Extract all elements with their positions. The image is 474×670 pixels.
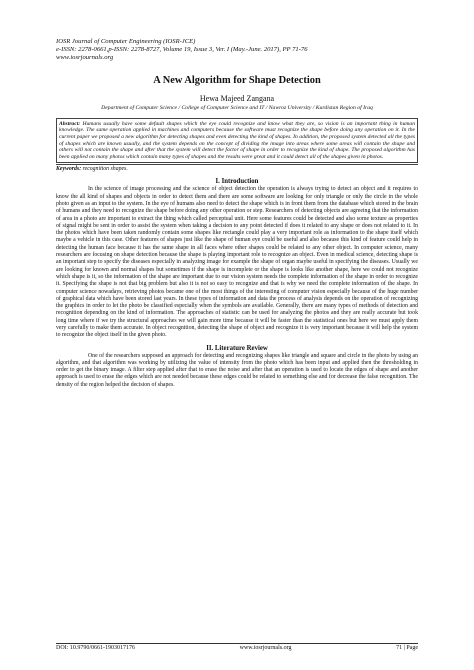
journal-name: IOSR Journal of Computer Engineering (IOSR-JCE) <box>56 38 196 45</box>
keywords <box>56 164 418 173</box>
journal-website: www.iosrjournals.org <box>56 54 114 62</box>
abstract-label: Abstract: <box>59 120 81 127</box>
section-heading-literature-review: II. Literature Review <box>206 344 268 352</box>
section-heading-introduction: I. Introduction <box>215 178 259 186</box>
section-body-literature-review: One of the researchers supposed an approach for detecting and recognizing shapes like triangle and square and circle in the photo by using an algorithm, and that algorithm was working by utilizing the value of intensity from the photo which has been input and applied then the thresholding in order to get the binary image. A filter step applied after that to erase the noise and after that an operation is used to locate the edges of shape and another approach is used to erase the edges which are not needed because these edges could be related to something else and for decrease the false recognition. The density of the region helped the decision of shapes. <box>56 352 418 388</box>
paper-title: A New Algorithm for Shape Detection <box>153 75 321 87</box>
keywords-text: recognition shapes. <box>81 166 128 173</box>
keywords-label: Keywords: <box>56 166 82 173</box>
paper-page <box>56 38 418 638</box>
abstract-text: Humans usually have some default shapes which the eye could recognize and know what they are, so vision is an important thing in human knowledge. The same operation applied in machines and computers because the software must recognize the shape before doing any operation on it. In the current paper we proposed a new algorithm for detecting shapes and even detecting the kind of shapes. In addition, the proposed system detected all the types of shapes which are known usually, and the system depends on the concept of dividing the image into areas where some areas will contain the shape and others will not contain the shape and after that the system will detect the factor of shape in order to recognize the kind of shape. The proposed algorithm has been applied on many photos which contain many types of shapes and the results were great and it could detect all of the shapes given in photos. <box>59 120 415 160</box>
author-name: Hewa Majeed Zangana <box>199 94 275 104</box>
author-affiliation: Department of Computer Science / College of Computer Science and IT / Nawroz University / Kurdistan Region of Iraq <box>101 105 373 112</box>
abstract-box <box>56 118 418 163</box>
footer-website[interactable]: www.iosrjournals.org <box>239 645 292 651</box>
footer-page-number: 71 | Page <box>396 645 418 651</box>
footer-doi: DOI: 10.9790/0661-1903017176 <box>56 645 135 651</box>
page-footer <box>56 643 418 653</box>
section-body-introduction: In the science of image processing and the science of object detection the operation is always trying to detect an object and it requires to know the all kind of shapes and objects in order to detect them and there are some software are looking for only triangle or only the circle in the whole photo given as an input to the system. In the eye of humans also need to detect the shape which is in front them from the database which stored in the brain of humans and they need to recognize the shape before doing any other operation or step. Researchers of detecting objects are agreeing that the information of area in a photo are important to extract the thing which called perceptual unit. Here some features could be detected and also some texture as properties of signal might be sent in order to assist the system when taking a decision to any point detected if does it related to any shape or does not related to it. In the photos which have been taken randomly contain some shapes like rectangle could play a very important role as information to the shape itself which maybe a vehicle in this case. Other features of shapes just like the shape of human eye could be useful and also because this kind of feature could help in detecting the human face because it has the same shape in all faces where other shapes could be related to any other object. In computer science, many researchers are focusing on shape detection because the shape is playing important role to recognize an object. Even in medical science, detecting shape is an important step to specify the diseases especially in analyzing image for example the shape of organ maybe useful in specifying the diseases. Usually we are looking for known and normal shapes but sometimes if the shape is incomplete or the shape is looks like another shape, here we could not recognize which shape is it, so the information of the shape are important due to our vision system needs the complete information of the shape in order to recognize it. Specifying the shape is not that big problem but also it is not so easy to recognize and that is why we need the complete information of the shape. In computer science nowadays, retrieving photos became one of the most things of the interesting of computer vision especially because of the huge number of graphical data which have been stored last years. In these types of information and data the process of analysis depends on the operation of recognizing the graphics in order to let the photo be classified especially when the symbols are available. Generally, there are many types of methods of detection and recognition depending on the kind of information. The approaches of statistic can be used for analyzing the photos and they are really accurate but took long time where if we try the structural approaches we will gain more time because it will be faster than the statistical ones but here we must apply them very carefully to make them accurate. In object recognition, detecting the shape of object and recognize it is very important because it will help the system to recognize the object itself in the given photo. <box>56 186 418 339</box>
abstract <box>59 121 415 161</box>
issn-line: e-ISSN: 2278-0661,p-ISSN: 2278-8727, Volume 19, Issue 3, Ver. I (May.-June. 2017), PP 71-76 <box>56 46 308 54</box>
